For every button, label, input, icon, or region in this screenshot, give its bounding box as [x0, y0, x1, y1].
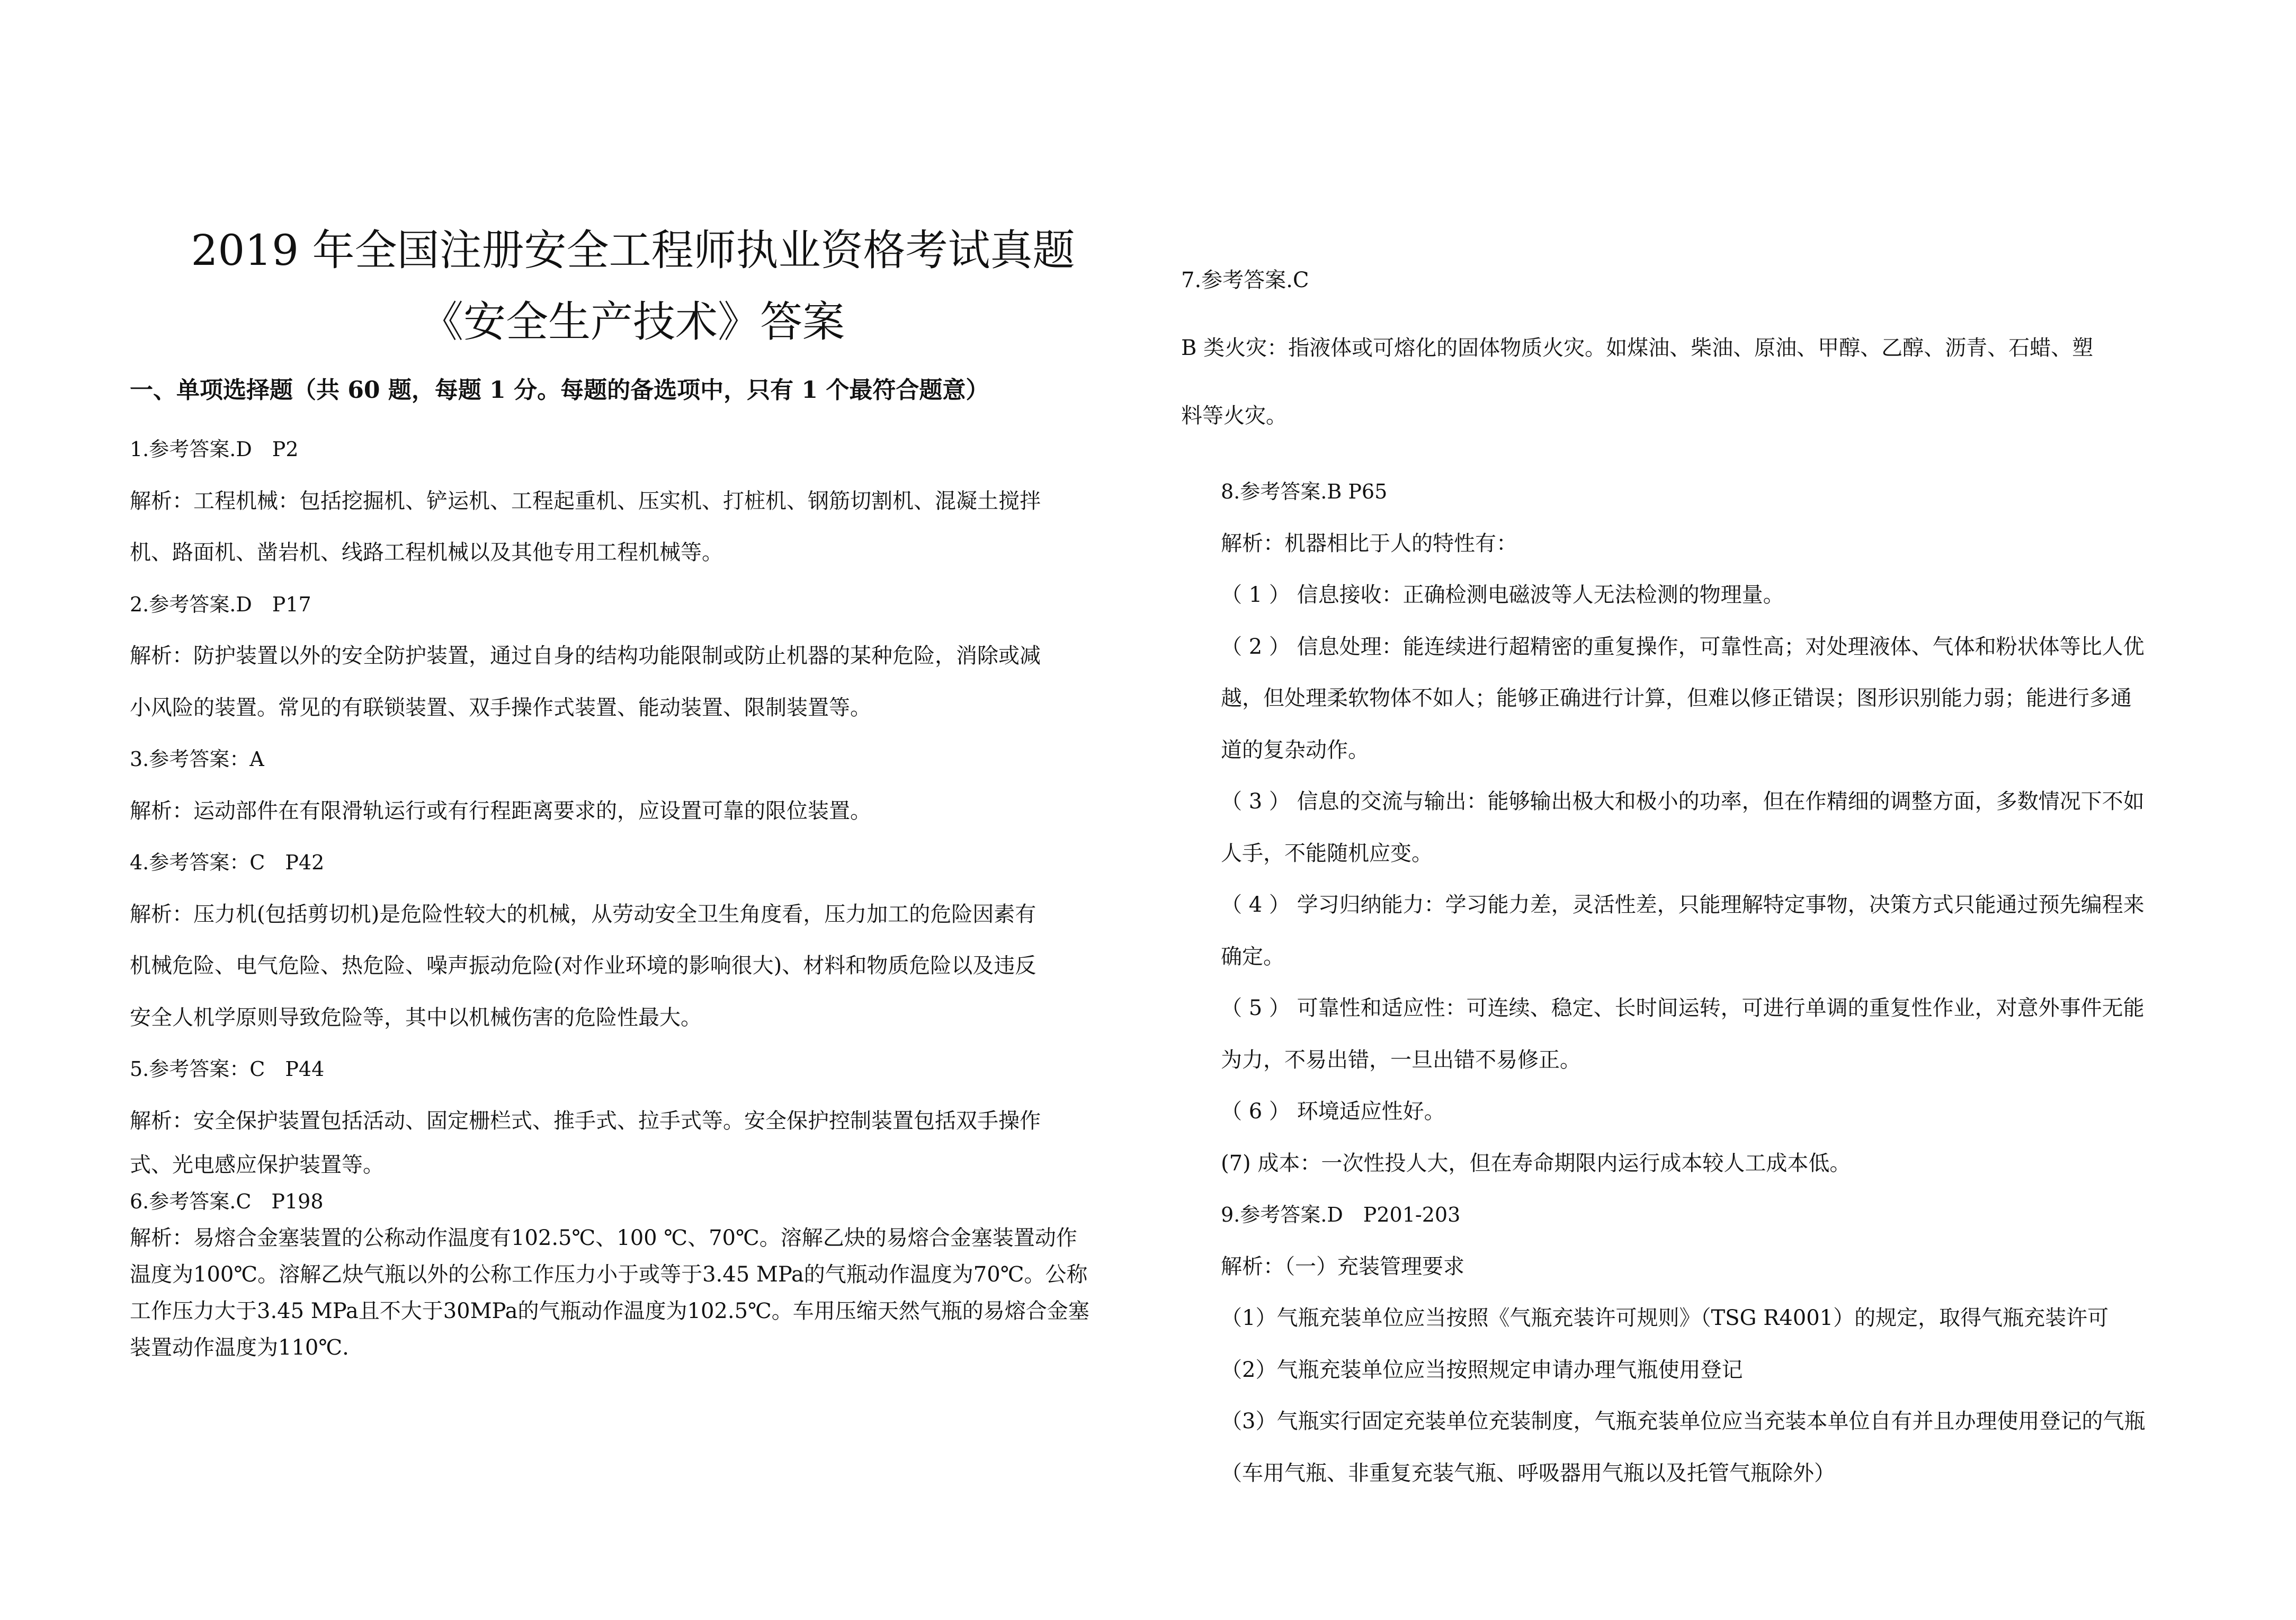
analysis-4-line-1: 解析：压力机(包括剪切机)是危险性较大的机械，从劳动安全卫生角度看，压力加工的危险因素有	[130, 902, 1037, 927]
answer-4: 4.参考答案：C P42	[130, 851, 325, 874]
right-answers	[1221, 466, 2235, 1499]
analysis-2-line-1: 解析：防护装置以外的安全防护装置，通过自身的结构功能限制或防止机器的某种危险，消除或减	[130, 644, 1041, 668]
answer-6-block	[130, 1183, 1136, 1366]
analysis-5-line-1: 解析：安全保护装置包括活动、固定栅栏式、推手式、拉手式等。安全保护控制装置包括双手操作	[130, 1108, 1041, 1133]
analysis-8-line-6: （ 3 ） 信息的交流与输出：能够输出极大和极小的功率，但在作精细的调整方面，多数情况下不如	[1221, 789, 2145, 814]
analysis-8-line-1: 解析：机器相比于人的特性有：	[1221, 531, 1517, 556]
analysis-8-line-8: （ 4 ） 学习归纳能力：学习能力差，灵活性差，只能理解特定事物，决策方式只能通过预先编程来	[1221, 893, 2145, 917]
analysis-9-line-1: 解析：（一）充装管理要求	[1221, 1254, 1464, 1279]
analysis-8-line-9: 确定。	[1221, 944, 1284, 969]
analysis-5-line-2: 式、光电感应保护装置等。	[130, 1153, 384, 1177]
analysis-8-line-7: 人手，不能随机应变。	[1221, 841, 1433, 866]
answer-8: 8.参考答案.B P65	[1221, 480, 1388, 503]
answer-2: 2.参考答案.D P17	[130, 592, 311, 616]
analysis-4-line-2: 机械危险、电气危险、热危险、噪声振动危险(对作业环境的影响很大)、材料和物质危险以及违反	[130, 954, 1037, 978]
analysis-2-line-2: 小风险的装置。常见的有联锁装置、双手操作式装置、能动装置、限制装置等。	[130, 695, 871, 720]
section-heading: 一、单项选择题（共 60 题，每题 1 分。每题的备选项中，只有 1 个最符合题意）	[130, 377, 989, 404]
analysis-4-line-3: 安全人机学原则导致危险等，其中以机械伤害的危险性最大。	[130, 1005, 702, 1030]
analysis-6-line-4: 装置动作温度为110℃.	[130, 1336, 349, 1360]
analysis-1-line-2: 机、路面机、凿岩机、线路工程机械以及其他专用工程机械等。	[130, 540, 723, 565]
analysis-6-line-1: 解析：易熔合金塞装置的公称动作温度有102.5℃、100 ℃、70℃。溶解乙炔的易熔合金塞装置动作	[130, 1226, 1077, 1250]
answer-5: 5.参考答案：C P44	[130, 1057, 325, 1081]
analysis-7-line-1: B 类火灾：指液体或可熔化的固体物质火灾。如煤油、柴油、原油、甲醇、乙醇、沥青、石蜡、塑	[1181, 336, 2094, 360]
answer-1: 1.参考答案.D P2	[130, 438, 299, 461]
answer-7-block	[1181, 236, 2235, 460]
analysis-6-line-3: 工作压力大于3.45 MPa且不大于30MPa的气瓶动作温度为102.5℃。车用压缩天然气瓶的易熔合金塞	[130, 1299, 1089, 1323]
analysis-8-line-12: （ 6 ） 环境适应性好。	[1221, 1099, 1445, 1124]
analysis-9-line-4: （3）气瓶实行固定充装单位充装制度，气瓶充装单位应当充装本单位自有并且办理使用登记的气瓶	[1221, 1409, 2146, 1434]
analysis-8-line-11: 为力，不易出错，一旦出错不易修正。	[1221, 1047, 1581, 1072]
analysis-8-line-4: 越，但处理柔软物体不如人；能够正确进行计算，但难以修正错误；图形识别能力弱；能进行多通	[1221, 686, 2132, 710]
analysis-9-line-3: （2）气瓶充装单位应当按照规定申请办理气瓶使用登记	[1221, 1357, 1743, 1382]
document-title-line-1: 2019 年全国注册安全工程师执业资格考试真题	[191, 226, 1075, 275]
analysis-8-line-13: (7) 成本：一次性投人大，但在寿命期限内运行成本较人工成本低。	[1221, 1151, 1851, 1176]
answer-3: 3.参考答案：A	[130, 747, 264, 771]
answer-6: 6.参考答案.C P198	[130, 1190, 324, 1213]
analysis-8-line-2: （ 1 ） 信息接收：正确检测电磁波等人无法检测的物理量。	[1221, 583, 1784, 607]
analysis-6-line-2: 温度为100℃。溶解乙炔气瓶以外的公称工作压力小于或等于3.45 MPa的气瓶动作温度为70℃。公称	[130, 1262, 1088, 1287]
analysis-9-line-2: （1）气瓶充装单位应当按照《气瓶充装许可规则》（TSG R4001）的规定，取得气瓶充装许可	[1221, 1306, 2109, 1330]
analysis-8-line-3: （ 2 ） 信息处理：能连续进行超精密的重复操作，可靠性高；对处理液体、气体和粉状体等比人优	[1221, 634, 2145, 659]
analysis-7-line-2: 料等火灾。	[1181, 404, 1287, 428]
analysis-8-line-5: 道的复杂动作。	[1221, 737, 1369, 762]
analysis-3-line-1: 解析：运动部件在有限滑轨运行或有行程距离要求的，应设置可靠的限位装置。	[130, 798, 871, 823]
analysis-1-line-1: 解析：工程机械：包括挖掘机、铲运机、工程起重机、压实机、打桩机、钢筋切割机、混凝土搅拌	[130, 488, 1041, 513]
answer-9: 9.参考答案.D P201-203	[1221, 1203, 1461, 1226]
document-title-line-2: 《安全生产技术》答案	[421, 297, 845, 346]
analysis-9-line-5: （车用气瓶、非重复充装气瓶、呼吸器用气瓶以及托管气瓶除外）	[1221, 1461, 1835, 1485]
answer-7: 7.参考答案.C	[1181, 268, 1309, 292]
analysis-8-line-10: （ 5 ） 可靠性和适应性：可连续、稳定、长时间运转，可进行单调的重复性作业，对意外事件无能	[1221, 996, 2145, 1020]
left-answers	[130, 424, 1136, 1366]
